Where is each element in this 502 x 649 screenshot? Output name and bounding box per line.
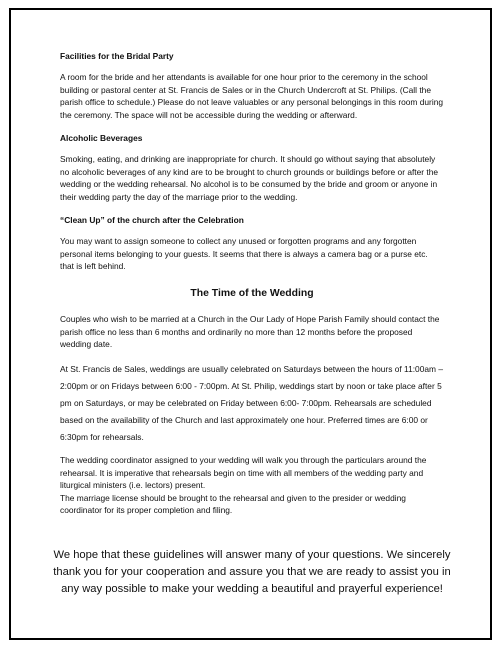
time-of-wedding-title: The Time of the Wedding bbox=[190, 287, 314, 299]
wedding-schedule-text: At St. Francis de Sales, weddings are usually celebrated on Saturdays between the hours of 11:00am – 2:00pm or on Fridays between 6:00 - 7:00pm. At St. Philip, weddings start by noon or take place after 5 pm on Saturdays, or may be celebrated on Friday between 6:00- 7:00pm. Rehearsals are scheduled based on the availability of the Church and last approximately one hour. Preferred times are 6:00 or 6:30pm for rehearsals. bbox=[60, 364, 443, 443]
marriage-license-text: The marriage license should be brought to the rehearsal and given to the presider or wedding coordinator for its proper completion and filing. bbox=[60, 492, 406, 515]
alcoholic-beverages-heading: Alcoholic Beverages bbox=[60, 133, 143, 144]
document-body bbox=[60, 50, 444, 527]
bridal-party-text: A room for the bride and her attendants is available for one hour prior to the ceremony in the school building or pastoral center at St. Francis de Sales or in the Church Undercroft at St. Philips. (Call the parish office to schedule.) Please do not leave valuables or any personal belongings in this room during the ceremony. The space will not be accessible during the wedding or afterward. bbox=[60, 72, 444, 120]
clean-up-text: You may want to assign someone to collect any unused or forgotten programs and any forgotten personal items belonging to your guests. It seems that there is always a camera bag or a purse etc. that is left behind. bbox=[60, 236, 428, 272]
alcoholic-beverages-text: Smoking, eating, and drinking are inappropriate for church. It should go without saying that absolutely no alcoholic beverages of any kind are to be brought to church grounds or buildings before or after the wedding or the wedding rehearsal. No alcohol is to be consumed by the bride and groom or anyone in their wedding party the day of the marriage prior to the wedding. bbox=[60, 154, 439, 202]
clean-up-heading: “Clean Up” of the church after the Celebration bbox=[60, 215, 244, 226]
rehearsal-coordinator-text: The wedding coordinator assigned to your wedding will walk you through the particulars around the rehearsal. It is imperative that rehearsals begin on time with all members of the wedding party and liturgical ministers (i.e. lectors) present. bbox=[60, 455, 427, 491]
closing-message: We hope that these guidelines will answer many of your questions. We sincerely thank you for your cooperation and assure you that we are ready to assist you in any way possible to make your wedding a beautiful and prayerful experience! bbox=[53, 549, 451, 595]
booking-notice-text: Couples who wish to be married at a Church in the Our Lady of Hope Parish Family should contact the parish office no less than 6 months and ordinarily no more than 12 months before the proposed wedding date. bbox=[60, 314, 440, 349]
bridal-party-heading: Facilities for the Bridal Party bbox=[60, 51, 174, 61]
